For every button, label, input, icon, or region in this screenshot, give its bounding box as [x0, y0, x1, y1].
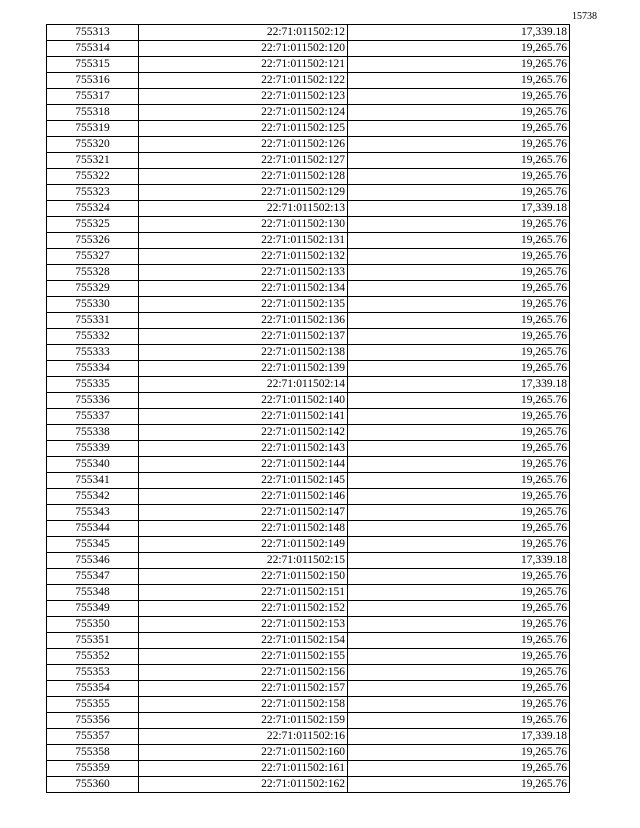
row-id-cell: 755328 [47, 265, 139, 281]
row-id-cell: 755319 [47, 121, 139, 137]
amount-cell: 17,339.18 [348, 377, 570, 393]
amount-cell: 19,265.76 [348, 153, 570, 169]
amount-cell: 19,265.76 [348, 617, 570, 633]
table-row [47, 153, 570, 169]
amount-cell: 19,265.76 [348, 105, 570, 121]
amount-cell: 19,265.76 [348, 777, 570, 793]
row-id-cell: 755359 [47, 761, 139, 777]
cadastral-number-cell: 22:71:011502:138 [139, 345, 348, 361]
table-row [47, 537, 570, 553]
table-row [47, 505, 570, 521]
table-row [47, 105, 570, 121]
amount-cell: 19,265.76 [348, 569, 570, 585]
table-row [47, 633, 570, 649]
table-row [47, 297, 570, 313]
cadastral-number-cell: 22:71:011502:15 [139, 553, 348, 569]
row-id-cell: 755337 [47, 409, 139, 425]
row-id-cell: 755332 [47, 329, 139, 345]
cadastral-number-cell: 22:71:011502:151 [139, 585, 348, 601]
row-id-cell: 755334 [47, 361, 139, 377]
cadastral-number-cell: 22:71:011502:123 [139, 89, 348, 105]
cadastral-number-cell: 22:71:011502:131 [139, 233, 348, 249]
row-id-cell: 755318 [47, 105, 139, 121]
cadastral-number-cell: 22:71:011502:156 [139, 665, 348, 681]
cadastral-number-cell: 22:71:011502:145 [139, 473, 348, 489]
amount-cell: 19,265.76 [348, 713, 570, 729]
row-id-cell: 755323 [47, 185, 139, 201]
amount-cell: 19,265.76 [348, 745, 570, 761]
row-id-cell: 755330 [47, 297, 139, 313]
table-row [47, 137, 570, 153]
table-row [47, 729, 570, 745]
table-row [47, 377, 570, 393]
row-id-cell: 755352 [47, 649, 139, 665]
cadastral-number-cell: 22:71:011502:143 [139, 441, 348, 457]
row-id-cell: 755348 [47, 585, 139, 601]
row-id-cell: 755336 [47, 393, 139, 409]
row-id-cell: 755321 [47, 153, 139, 169]
cadastral-number-cell: 22:71:011502:16 [139, 729, 348, 745]
table-row [47, 457, 570, 473]
cadastral-number-cell: 22:71:011502:125 [139, 121, 348, 137]
row-id-cell: 755331 [47, 313, 139, 329]
table-row [47, 473, 570, 489]
table-row [47, 393, 570, 409]
cadastral-number-cell: 22:71:011502:132 [139, 249, 348, 265]
cadastral-number-cell: 22:71:011502:121 [139, 57, 348, 73]
table-row [47, 569, 570, 585]
amount-cell: 19,265.76 [348, 601, 570, 617]
table-row [47, 233, 570, 249]
cadastral-number-cell: 22:71:011502:141 [139, 409, 348, 425]
table-row [47, 425, 570, 441]
table-row [47, 601, 570, 617]
amount-cell: 19,265.76 [348, 137, 570, 153]
cadastral-number-cell: 22:71:011502:140 [139, 393, 348, 409]
row-id-cell: 755347 [47, 569, 139, 585]
cadastral-number-cell: 22:71:011502:160 [139, 745, 348, 761]
amount-cell: 19,265.76 [348, 233, 570, 249]
amount-cell: 19,265.76 [348, 89, 570, 105]
table-row [47, 73, 570, 89]
table-row [47, 201, 570, 217]
amount-cell: 19,265.76 [348, 649, 570, 665]
table-row [47, 361, 570, 377]
table-row [47, 585, 570, 601]
amount-cell: 19,265.76 [348, 329, 570, 345]
table-row [47, 185, 570, 201]
amount-cell: 19,265.76 [348, 185, 570, 201]
amount-cell: 19,265.76 [348, 57, 570, 73]
amount-cell: 19,265.76 [348, 361, 570, 377]
row-id-cell: 755350 [47, 617, 139, 633]
row-id-cell: 755325 [47, 217, 139, 233]
table-row [47, 281, 570, 297]
amount-cell: 19,265.76 [348, 441, 570, 457]
row-id-cell: 755345 [47, 537, 139, 553]
row-id-cell: 755356 [47, 713, 139, 729]
row-id-cell: 755339 [47, 441, 139, 457]
cadastral-number-cell: 22:71:011502:124 [139, 105, 348, 121]
table-row [47, 121, 570, 137]
row-id-cell: 755349 [47, 601, 139, 617]
cadastral-number-cell: 22:71:011502:130 [139, 217, 348, 233]
amount-cell: 19,265.76 [348, 489, 570, 505]
cadastral-number-cell: 22:71:011502:139 [139, 361, 348, 377]
table-row [47, 313, 570, 329]
table-row [47, 521, 570, 537]
cadastral-number-cell: 22:71:011502:14 [139, 377, 348, 393]
table-row [47, 249, 570, 265]
row-id-cell: 755315 [47, 57, 139, 73]
row-id-cell: 755335 [47, 377, 139, 393]
table-row [47, 57, 570, 73]
row-id-cell: 755314 [47, 41, 139, 57]
cadastral-number-cell: 22:71:011502:127 [139, 153, 348, 169]
cadastral-number-cell: 22:71:011502:12 [139, 25, 348, 41]
page-number: 15738 [572, 11, 597, 22]
amount-cell: 19,265.76 [348, 217, 570, 233]
cadastral-number-cell: 22:71:011502:144 [139, 457, 348, 473]
data-table [46, 24, 570, 793]
amount-cell: 19,265.76 [348, 393, 570, 409]
amount-cell: 19,265.76 [348, 345, 570, 361]
table-row [47, 345, 570, 361]
row-id-cell: 755329 [47, 281, 139, 297]
cadastral-number-cell: 22:71:011502:153 [139, 617, 348, 633]
row-id-cell: 755326 [47, 233, 139, 249]
row-id-cell: 755333 [47, 345, 139, 361]
cadastral-number-cell: 22:71:011502:147 [139, 505, 348, 521]
amount-cell: 19,265.76 [348, 313, 570, 329]
amount-cell: 19,265.76 [348, 41, 570, 57]
cadastral-number-cell: 22:71:011502:134 [139, 281, 348, 297]
table-row [47, 553, 570, 569]
row-id-cell: 755313 [47, 25, 139, 41]
table-row [47, 89, 570, 105]
amount-cell: 19,265.76 [348, 537, 570, 553]
cadastral-number-cell: 22:71:011502:149 [139, 537, 348, 553]
cadastral-number-cell: 22:71:011502:13 [139, 201, 348, 217]
row-id-cell: 755355 [47, 697, 139, 713]
table-row [47, 441, 570, 457]
amount-cell: 17,339.18 [348, 729, 570, 745]
row-id-cell: 755343 [47, 505, 139, 521]
table-row [47, 617, 570, 633]
cadastral-number-cell: 22:71:011502:157 [139, 681, 348, 697]
cadastral-number-cell: 22:71:011502:161 [139, 761, 348, 777]
cadastral-number-cell: 22:71:011502:128 [139, 169, 348, 185]
table-row [47, 329, 570, 345]
amount-cell: 19,265.76 [348, 681, 570, 697]
table-row [47, 777, 570, 793]
amount-cell: 17,339.18 [348, 25, 570, 41]
table-row [47, 25, 570, 41]
cadastral-number-cell: 22:71:011502:154 [139, 633, 348, 649]
amount-cell: 19,265.76 [348, 761, 570, 777]
cadastral-number-cell: 22:71:011502:126 [139, 137, 348, 153]
amount-cell: 19,265.76 [348, 265, 570, 281]
cadastral-number-cell: 22:71:011502:158 [139, 697, 348, 713]
row-id-cell: 755354 [47, 681, 139, 697]
cadastral-number-cell: 22:71:011502:136 [139, 313, 348, 329]
row-id-cell: 755360 [47, 777, 139, 793]
table-row [47, 681, 570, 697]
row-id-cell: 755317 [47, 89, 139, 105]
cadastral-number-cell: 22:71:011502:120 [139, 41, 348, 57]
row-id-cell: 755320 [47, 137, 139, 153]
cadastral-number-cell: 22:71:011502:148 [139, 521, 348, 537]
row-id-cell: 755342 [47, 489, 139, 505]
table-row [47, 649, 570, 665]
amount-cell: 19,265.76 [348, 121, 570, 137]
table-body [47, 25, 570, 793]
cadastral-number-cell: 22:71:011502:162 [139, 777, 348, 793]
table-row [47, 761, 570, 777]
cadastral-number-cell: 22:71:011502:146 [139, 489, 348, 505]
row-id-cell: 755327 [47, 249, 139, 265]
cadastral-number-cell: 22:71:011502:133 [139, 265, 348, 281]
row-id-cell: 755324 [47, 201, 139, 217]
row-id-cell: 755340 [47, 457, 139, 473]
amount-cell: 19,265.76 [348, 73, 570, 89]
amount-cell: 19,265.76 [348, 473, 570, 489]
amount-cell: 17,339.18 [348, 553, 570, 569]
table-row [47, 665, 570, 681]
cadastral-number-cell: 22:71:011502:129 [139, 185, 348, 201]
row-id-cell: 755358 [47, 745, 139, 761]
amount-cell: 19,265.76 [348, 585, 570, 601]
amount-cell: 19,265.76 [348, 249, 570, 265]
cadastral-number-cell: 22:71:011502:155 [139, 649, 348, 665]
cadastral-number-cell: 22:71:011502:159 [139, 713, 348, 729]
row-id-cell: 755351 [47, 633, 139, 649]
cadastral-number-cell: 22:71:011502:137 [139, 329, 348, 345]
table-row [47, 713, 570, 729]
amount-cell: 19,265.76 [348, 521, 570, 537]
row-id-cell: 755344 [47, 521, 139, 537]
amount-cell: 19,265.76 [348, 697, 570, 713]
row-id-cell: 755316 [47, 73, 139, 89]
amount-cell: 19,265.76 [348, 409, 570, 425]
amount-cell: 19,265.76 [348, 505, 570, 521]
table-row [47, 265, 570, 281]
amount-cell: 17,339.18 [348, 201, 570, 217]
cadastral-number-cell: 22:71:011502:150 [139, 569, 348, 585]
row-id-cell: 755357 [47, 729, 139, 745]
amount-cell: 19,265.76 [348, 633, 570, 649]
table-row [47, 409, 570, 425]
table-row [47, 697, 570, 713]
row-id-cell: 755338 [47, 425, 139, 441]
amount-cell: 19,265.76 [348, 665, 570, 681]
table-row [47, 217, 570, 233]
amount-cell: 19,265.76 [348, 281, 570, 297]
cadastral-number-cell: 22:71:011502:122 [139, 73, 348, 89]
table-row [47, 41, 570, 57]
table-row [47, 745, 570, 761]
row-id-cell: 755346 [47, 553, 139, 569]
cadastral-number-cell: 22:71:011502:135 [139, 297, 348, 313]
amount-cell: 19,265.76 [348, 297, 570, 313]
table-row [47, 489, 570, 505]
row-id-cell: 755353 [47, 665, 139, 681]
row-id-cell: 755341 [47, 473, 139, 489]
amount-cell: 19,265.76 [348, 169, 570, 185]
amount-cell: 19,265.76 [348, 457, 570, 473]
cadastral-number-cell: 22:71:011502:142 [139, 425, 348, 441]
row-id-cell: 755322 [47, 169, 139, 185]
table-row [47, 169, 570, 185]
cadastral-number-cell: 22:71:011502:152 [139, 601, 348, 617]
amount-cell: 19,265.76 [348, 425, 570, 441]
